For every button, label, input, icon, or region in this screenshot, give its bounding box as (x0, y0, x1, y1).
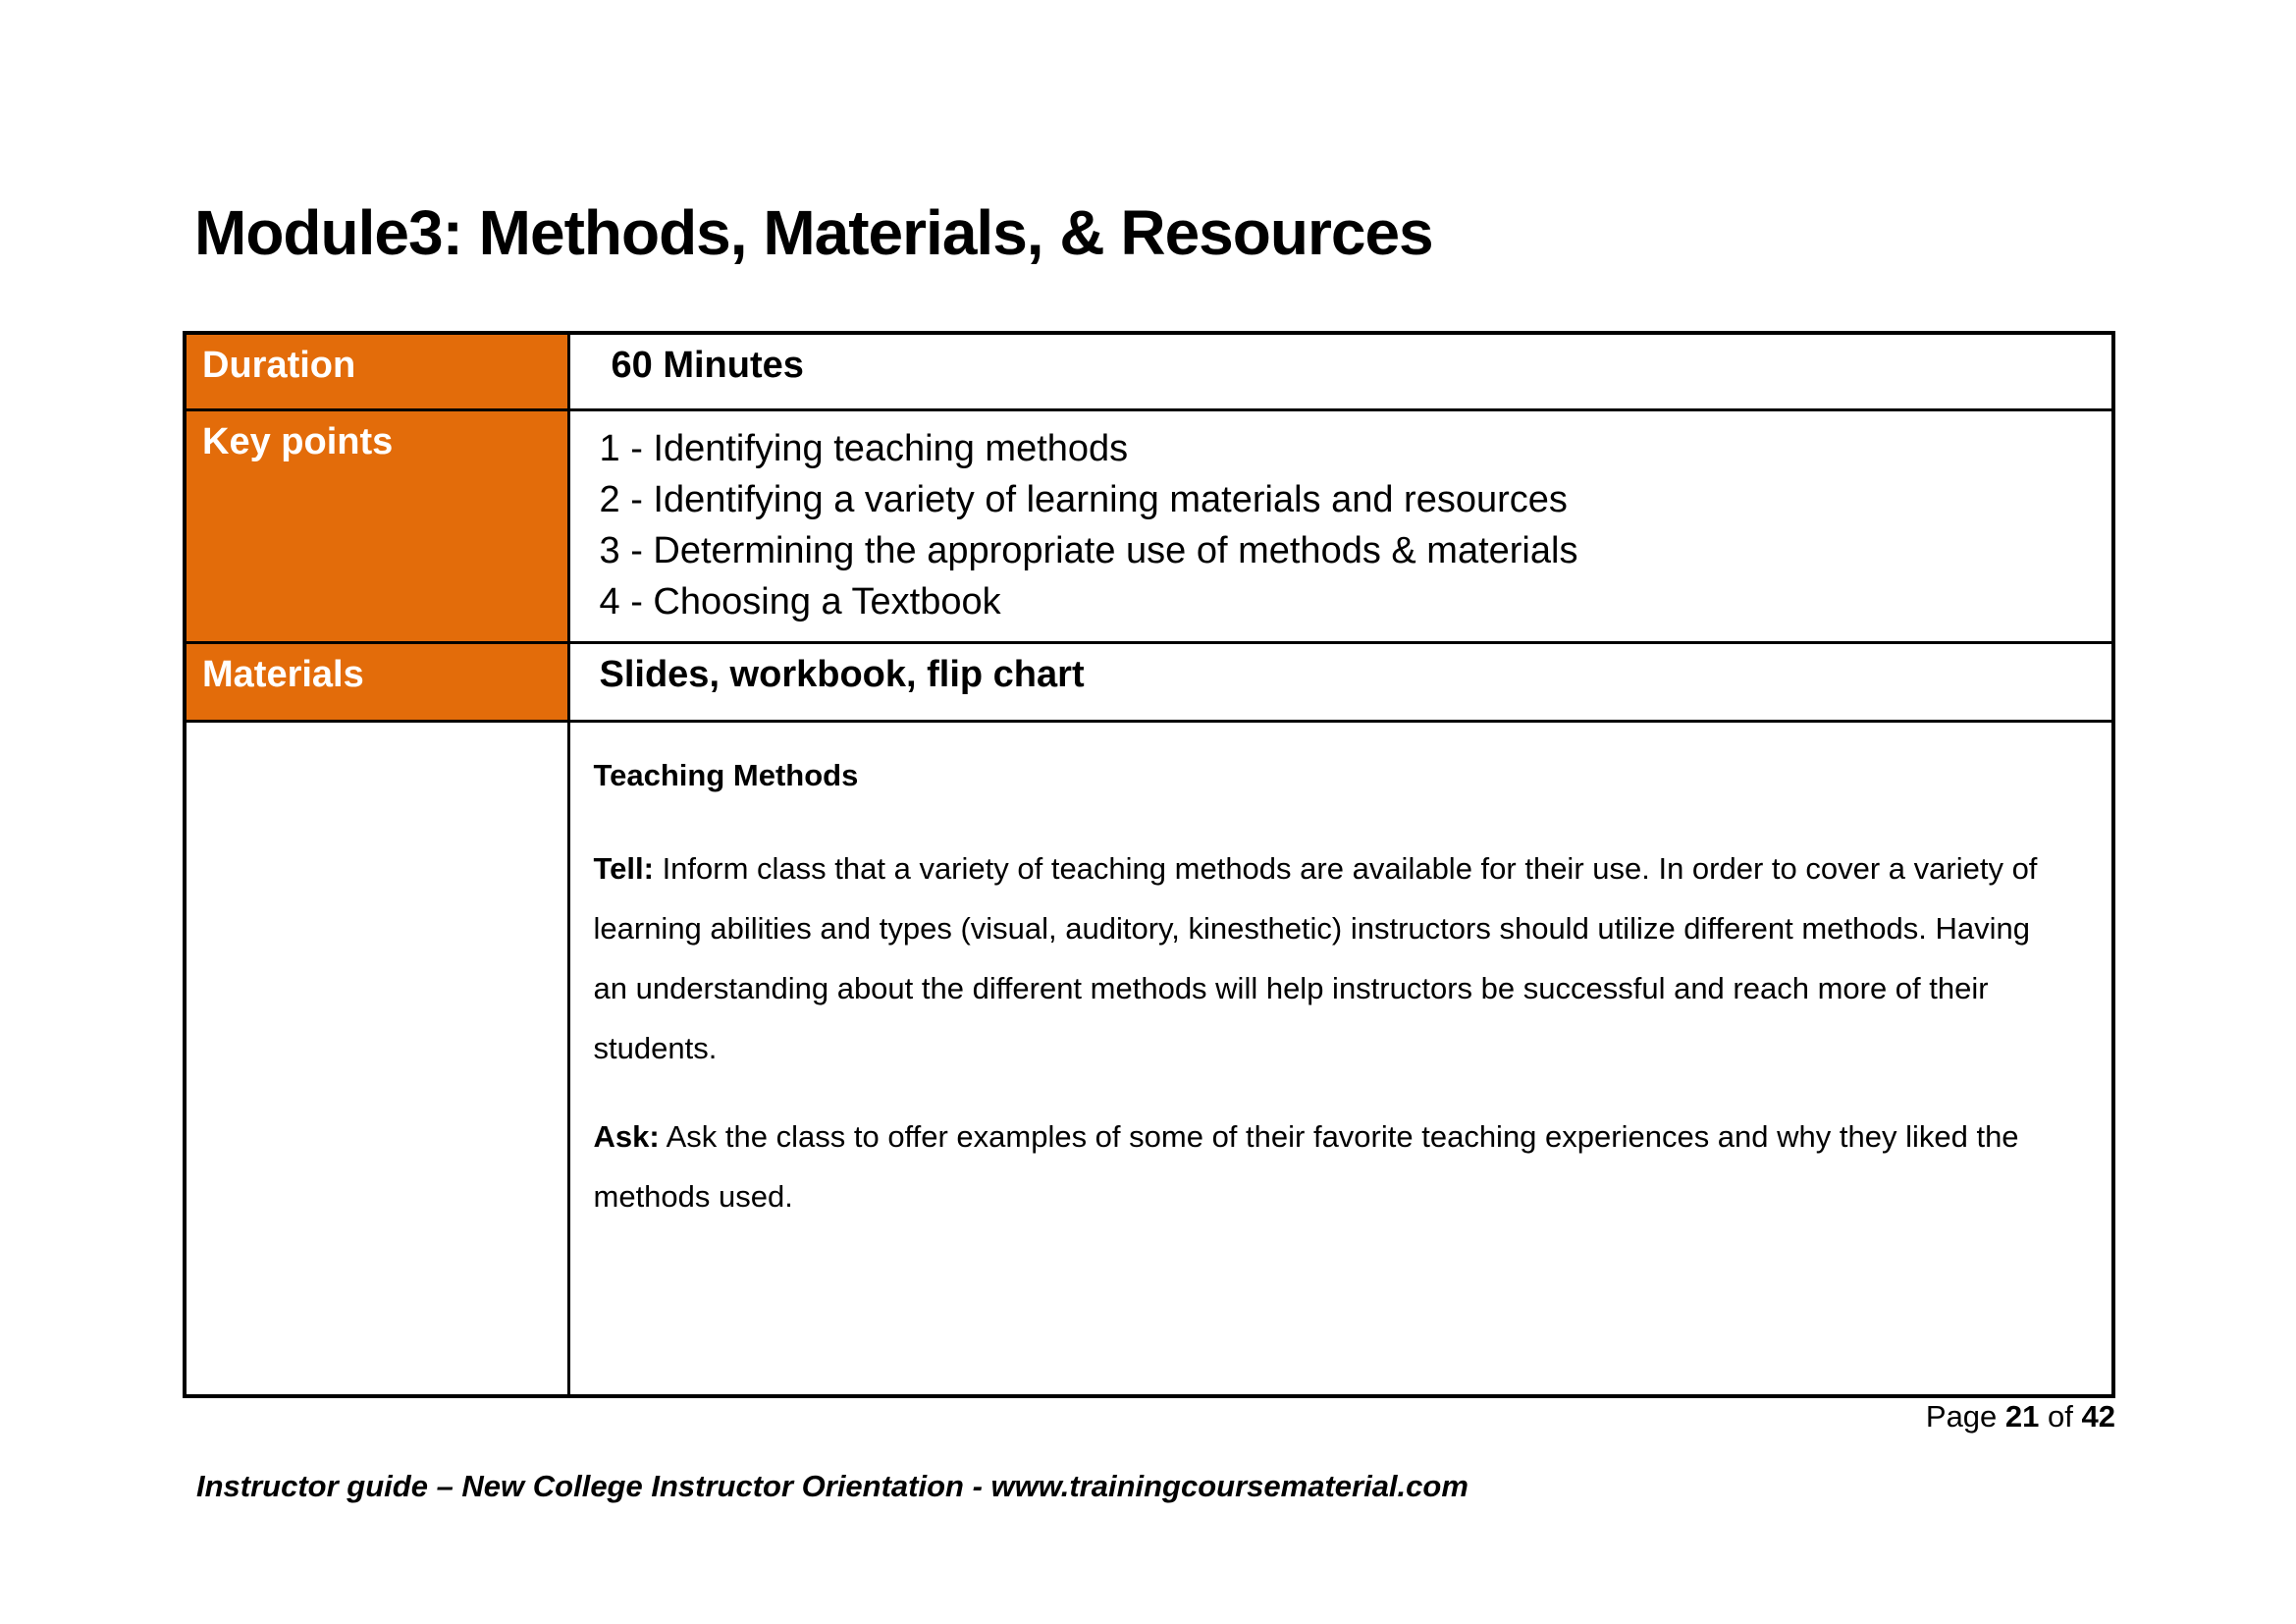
table-row-content (185, 721, 2113, 1396)
page-number (1926, 1399, 2115, 1435)
duration-label-cell: Duration (185, 333, 568, 409)
key-point-item: 4 - Choosing a Textbook (599, 580, 1001, 623)
ask-paragraph (594, 1107, 2063, 1226)
footer-credit: Instructor guide – New College Instructor Orientation - www.trainingcoursematerial.com (196, 1469, 1468, 1503)
module-summary-table (183, 331, 2115, 1398)
tell-paragraph-lead: Tell: (593, 850, 654, 886)
duration-value-cell: 60 Minutes (568, 333, 2113, 409)
content-cell (568, 721, 2113, 1396)
page-number-label: Page (1925, 1399, 1998, 1434)
tell-paragraph-text: Inform class that a variety of teaching methods are available for their use. In order to cover a variety of learning abilities and types (visual, auditory, kinesthetic) instructors should utilize different methods. Having an understanding about the different methods will help instructors be successful and reach more of their students. (593, 850, 2038, 1065)
content-heading: Teaching Methods (593, 757, 859, 792)
page-number-of-label: of (2048, 1399, 2073, 1434)
ask-paragraph-lead: Ask: (593, 1118, 660, 1154)
content-empty-label-cell (185, 721, 568, 1396)
table-row-duration (185, 333, 2113, 409)
ask-paragraph-text: Ask the class to offer examples of some of their favorite teaching experiences and why they liked the methods used. (593, 1118, 2019, 1214)
key-point-item: 2 - Identifying a variety of learning materials and resources (599, 478, 1568, 520)
key-points-label-cell: Key points (185, 409, 568, 642)
materials-value-cell: Slides, workbook, flip chart (568, 642, 2113, 721)
page-title: Module3: Methods, Materials, & Resources (194, 197, 1433, 268)
table-row-key-points (185, 409, 2113, 642)
page-number-total: 42 (2081, 1399, 2115, 1434)
page-number-current: 21 (2004, 1399, 2040, 1434)
key-point-item: 3 - Determining the appropriate use of methods & materials (599, 529, 1578, 571)
table-row-materials (185, 642, 2113, 721)
key-points-value-cell (568, 409, 2113, 642)
key-point-item: 1 - Identifying teaching methods (599, 427, 1129, 469)
materials-label-cell: Materials (185, 642, 568, 721)
tell-paragraph (594, 839, 2063, 1078)
key-points-list (600, 421, 2093, 627)
